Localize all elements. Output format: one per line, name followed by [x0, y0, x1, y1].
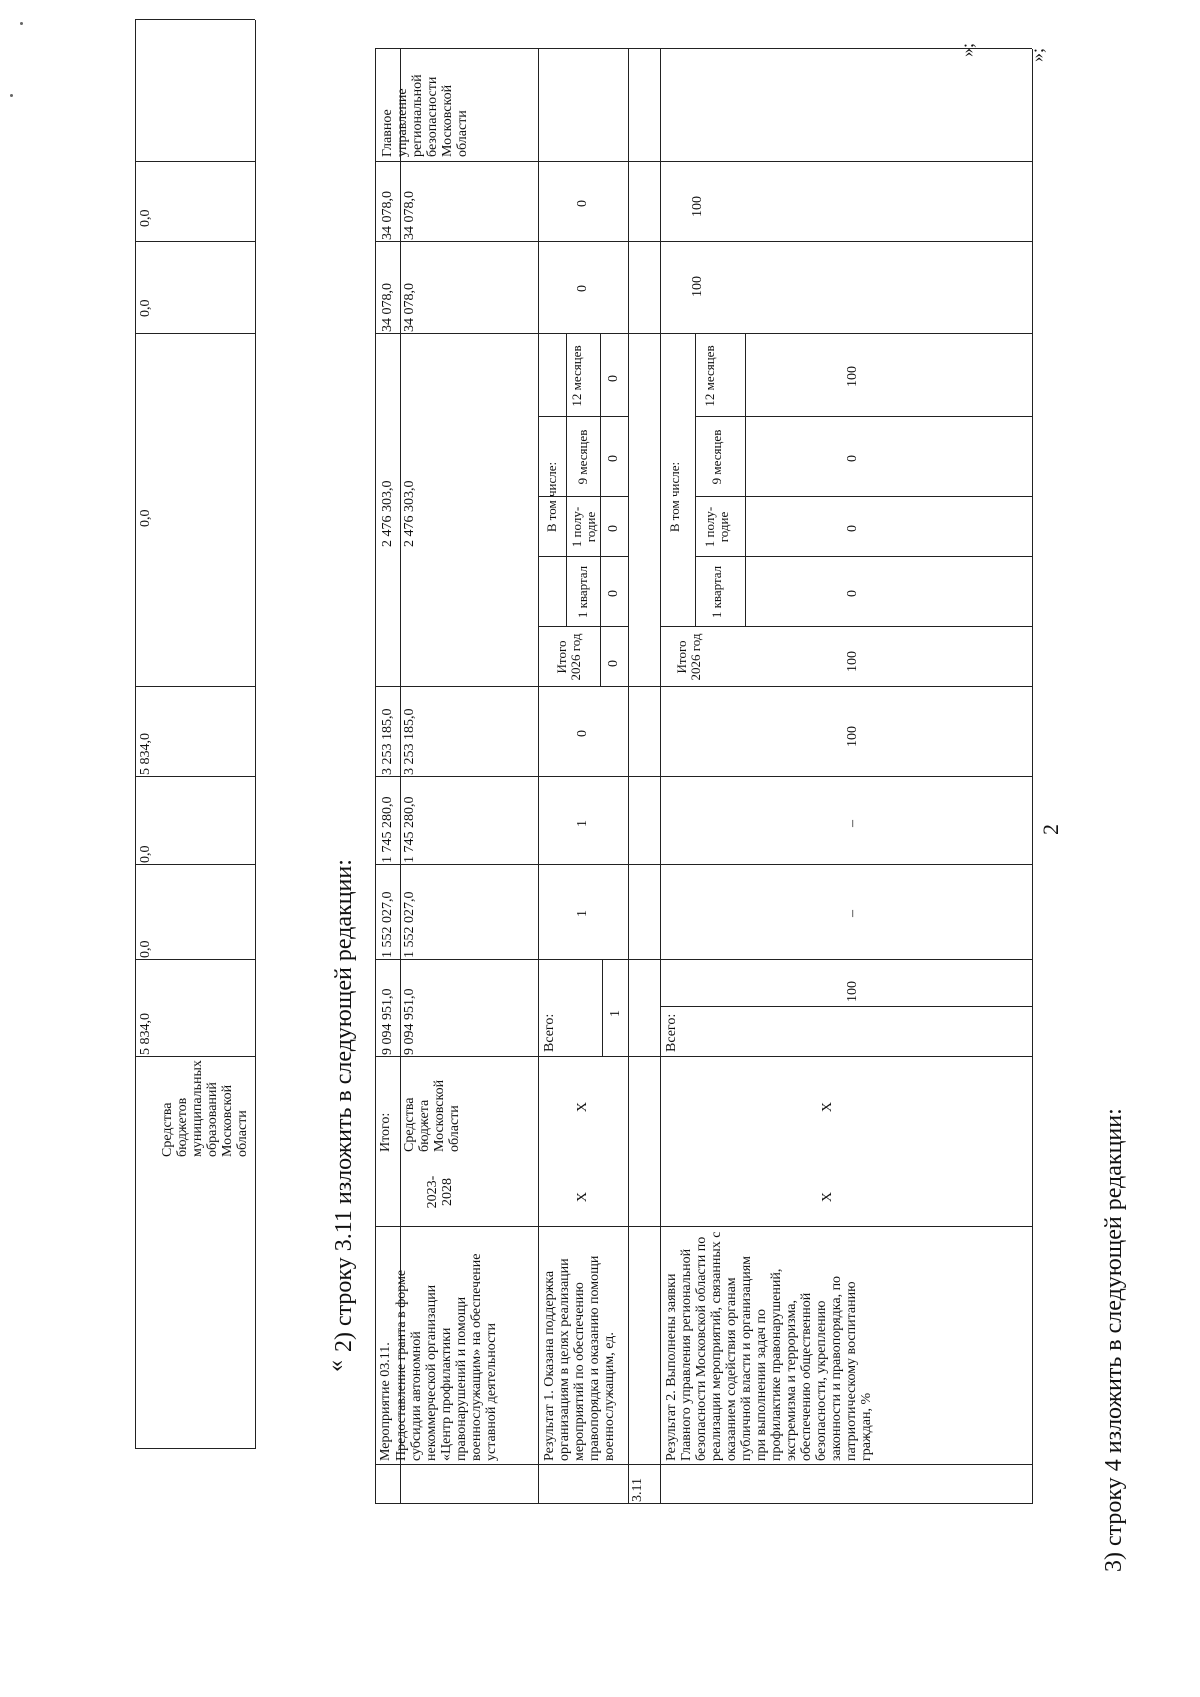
top-value: 0,0: [138, 209, 153, 227]
result2-m9: 0: [845, 455, 860, 462]
result1-y2027: 0: [575, 285, 590, 292]
top-value: 0,0: [138, 299, 153, 317]
top-value: 5 834,0: [138, 1013, 153, 1055]
itogo-value: 1 745 280,0: [380, 796, 395, 863]
result1-q1-label: 1 квартал: [575, 565, 590, 619]
result2-y2023: –: [845, 910, 860, 917]
measure-text: Предоставление гранта в форме субсидии автономной некоммерческой организации «Центр профилактики правонарушений и помощи военнослужащим» на обеспечение уставной деятельности: [394, 1253, 499, 1461]
result1-y2025: 0: [575, 730, 590, 737]
page-number: 2: [1038, 824, 1063, 835]
itogo-value: 2 476 303,0: [380, 480, 395, 547]
result2-text: Результат 2. Выполнены заявки Главного управления региональной безопасности Московской области по реализации мероприятий, связанных с оказанием содействия органам публичной власти и организациям при выполнении задач по профилактике правонарушений, экстремизма и терроризма, обеспечению общественной безопасности, укреплению законности и правопорядка, по патриотическому воспитанию граждан, %: [664, 1231, 874, 1461]
itogo-value: 1 552 027,0: [380, 891, 395, 958]
itogo-value: 34 078,0: [380, 191, 395, 240]
scan-speck: [20, 22, 23, 25]
result2-x2: Х: [820, 1101, 835, 1113]
heading-2: 2) строку 3.11 изложить в следующей редакции:: [331, 859, 357, 1352]
row-number: 3.11: [630, 1478, 645, 1502]
result1-x1: Х: [575, 1191, 590, 1203]
scan-speck: [10, 94, 13, 97]
top-value: 0,0: [138, 845, 153, 863]
result1-q1: 0: [606, 590, 621, 597]
result2-h1: 0: [845, 525, 860, 532]
top-value: 0,0: [138, 509, 153, 527]
result2-m12-label: 12 месяцев: [702, 345, 717, 407]
result2-y2028: 100: [690, 196, 705, 217]
measure-total-label: Итого:: [378, 1112, 393, 1152]
measure-period: 2023-2028: [425, 1175, 455, 1209]
result1-h1: 0: [606, 525, 621, 532]
open-quote: «: [323, 1360, 349, 1372]
result1-h1-label: 1 полу-годие: [569, 506, 598, 548]
measure-source-label: Средства бюджета Московской области: [402, 1079, 462, 1152]
result1-itogo-2026-label: Итого 2026 год: [554, 633, 583, 681]
result1-m9: 0: [606, 455, 621, 462]
result2-y2024: –: [845, 820, 860, 827]
result1-m9-label: 9 месяцев: [575, 429, 590, 485]
itogo-value: 9 094 951,0: [380, 988, 395, 1055]
result2-q1-label: 1 квартал: [709, 565, 724, 619]
result1-v-tom-chisle: В том числе:: [544, 461, 559, 533]
mo-value: 2 476 303,0: [402, 480, 417, 547]
result2-y2025: 100: [845, 726, 860, 747]
itogo-value: 3 253 185,0: [380, 708, 395, 775]
result2-h1-label: 1 полу-годие: [702, 506, 731, 548]
result1-text: Результат 1. Оказана поддержка организациям в целях реализации мероприятий по обеспечению правопорядка и оказанию помощи военнослужащим, ед.: [542, 1255, 617, 1461]
result1-m12-label: 12 месяцев: [569, 345, 584, 407]
result2-itogo-2026-label: Итого 2026 год: [674, 633, 703, 681]
top-value: 0,0: [138, 940, 153, 958]
mo-value: 3 253 185,0: [402, 708, 417, 775]
result2-v-tom-chisle: В том числе:: [667, 461, 682, 533]
result1-itogo-2026: 0: [606, 660, 621, 667]
result1-y2024: 1: [575, 820, 590, 827]
mo-value: 1 552 027,0: [402, 891, 417, 958]
result2-vsego: 100: [845, 981, 860, 1002]
top-source-label: Средства бюджетов муниципальных образований Московской области: [160, 1060, 250, 1157]
top-closing-quote: »;: [957, 42, 977, 57]
itogo-value: 34 078,0: [380, 283, 395, 332]
result1-y2028: 0: [575, 200, 590, 207]
mo-value: 9 094 951,0: [402, 988, 417, 1055]
result1-x2: Х: [575, 1101, 590, 1113]
result2-m12: 100: [845, 366, 860, 387]
result2-m9-label: 9 месяцев: [709, 429, 724, 485]
mo-value: 34 078,0: [402, 283, 417, 332]
measure-executor: Главное управление региональной безопасности Московской области: [380, 74, 470, 157]
measure-title: Мероприятие 03.11.: [378, 1342, 393, 1461]
result1-vsego: 1: [608, 1010, 623, 1017]
result2-y2027: 100: [690, 276, 705, 297]
result1-m12: 0: [606, 375, 621, 382]
closing-quote-2: »;: [1027, 47, 1047, 62]
result2-itogo-2026: 100: [845, 651, 860, 672]
mo-value: 34 078,0: [402, 191, 417, 240]
result2-vsego-label: Всего:: [664, 1013, 679, 1052]
result1-vsego-label: Всего:: [542, 1013, 557, 1052]
result1-y2023: 1: [575, 910, 590, 917]
result2-x1: Х: [820, 1191, 835, 1203]
top-value: 5 834,0: [138, 733, 153, 775]
heading-3: 3) строку 4 изложить в следующей редакции:: [1101, 1108, 1127, 1572]
mo-value: 1 745 280,0: [402, 796, 417, 863]
result2-q1: 0: [845, 590, 860, 597]
